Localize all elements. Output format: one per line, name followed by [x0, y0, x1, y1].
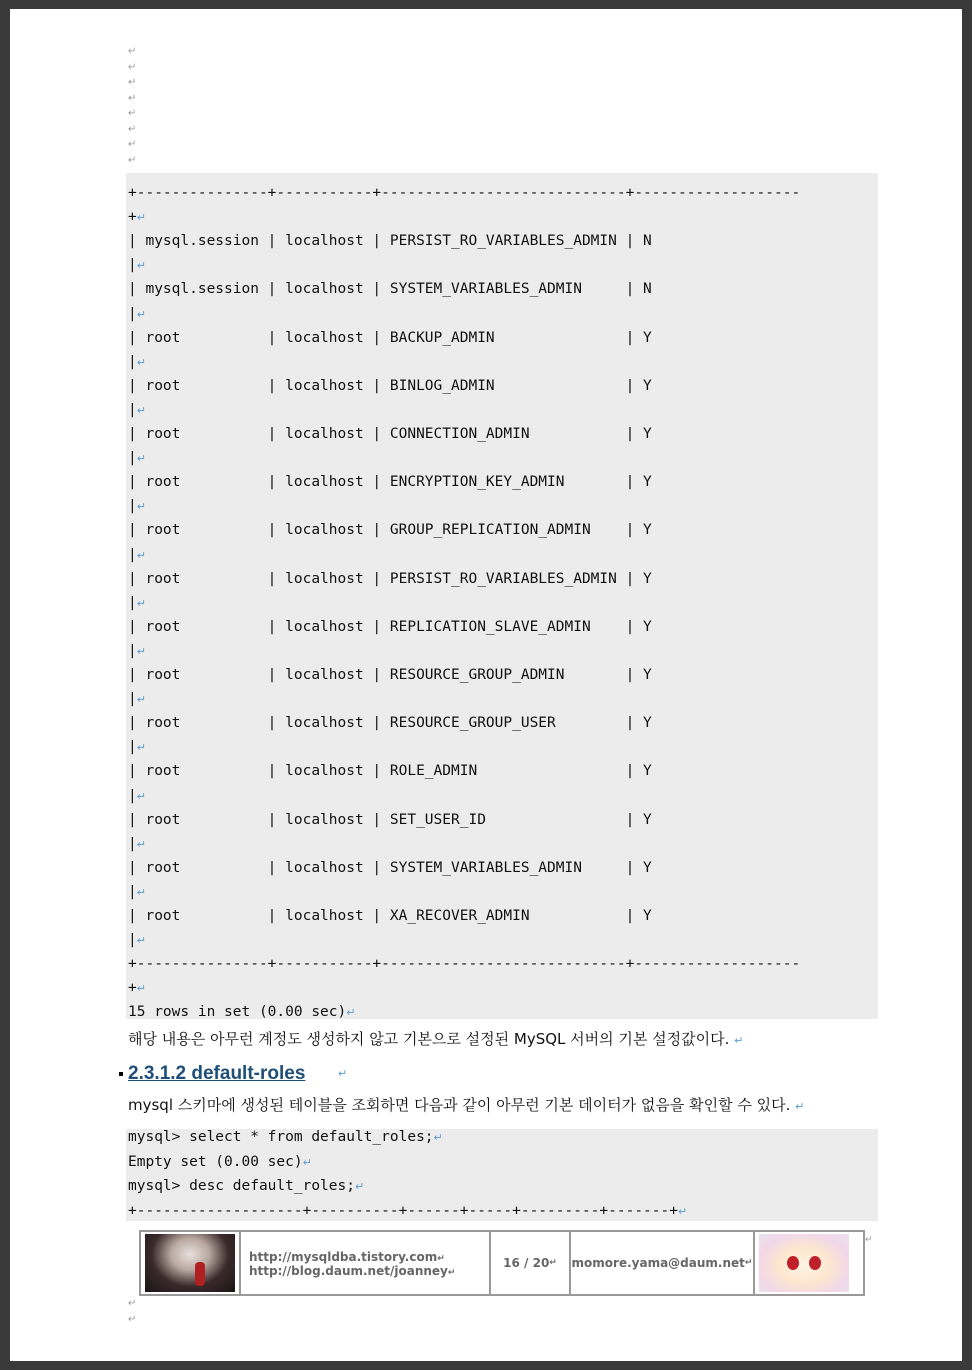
code-line-text: | root | localhost | GROUP_REPLICATION_ADMIN | Y	[128, 522, 652, 539]
code-line-text: |	[128, 546, 137, 563]
paragraph-mark: ↵	[136, 211, 146, 225]
paragraph-text: mysql 스키마에 생성된 테이블을 조회하면 다음과 같이 아무런 기본 데이터가 없음을 확인할 수 있다.	[128, 1096, 791, 1114]
code-line-text: +---------------+-----------+----------------------------+-------------------	[128, 956, 801, 973]
page-number: 16 / 20	[503, 1256, 550, 1270]
code-line-text: 15 rows in set (0.00 sec)	[128, 1004, 347, 1021]
code-block-user-privileges	[126, 173, 878, 1019]
code-line	[128, 1178, 364, 1194]
code-line	[128, 595, 146, 611]
code-line	[128, 571, 652, 587]
paragraph-mark: ↵	[677, 1204, 688, 1218]
code-line-text: | root | localhost | CONNECTION_ADMIN | Y	[128, 426, 652, 442]
code-line	[128, 209, 146, 225]
code-line	[128, 956, 800, 972]
paragraph-mark: ↵	[128, 108, 137, 119]
code-line	[128, 474, 652, 490]
paragraph-mark: ↵	[302, 1155, 312, 1169]
heading-paragraph-mark: ↵	[338, 1067, 348, 1080]
code-line	[128, 739, 146, 755]
footer-url-daum-blog[interactable]: http://blog.daum.net/joanney	[249, 1264, 448, 1278]
code-block-default-roles	[126, 1129, 878, 1221]
paragraph-mark: ↵	[354, 1180, 365, 1193]
paragraph-mark: ↵	[136, 403, 146, 417]
code-line	[128, 306, 146, 322]
paragraph-mark: ↵	[128, 92, 137, 104]
code-line	[128, 185, 800, 201]
code-line	[128, 1203, 687, 1219]
code-line-text: | root | localhost | SYSTEM_VARIABLES_ADMIN | Y	[128, 859, 652, 876]
code-line-text: |	[128, 594, 137, 611]
code-line	[128, 691, 146, 707]
code-line-text: Empty set (0.00 sec)	[128, 1153, 303, 1170]
author-avatar-image	[145, 1234, 235, 1292]
code-line	[128, 884, 146, 900]
code-line	[128, 619, 652, 635]
code-line-text: |	[128, 305, 137, 322]
mascot-image	[759, 1234, 849, 1292]
code-line-text: |	[128, 691, 137, 708]
code-line	[128, 763, 652, 779]
code-line	[128, 402, 146, 418]
code-line-text: | root | localhost | RESOURCE_GROUP_USER | Y	[128, 715, 652, 732]
footer-avatar-right-cell	[755, 1232, 853, 1294]
code-line-text: |	[128, 498, 137, 515]
code-line-text: |	[128, 257, 137, 274]
paragraph-mark: ↵	[433, 1131, 443, 1144]
paragraph-mark: ↵	[136, 789, 146, 803]
code-line	[128, 257, 146, 273]
heading-bullet	[119, 1072, 123, 1076]
paragraph-mark: ↵	[346, 1006, 356, 1020]
footer-page-number-cell: 16 / 20 ↵	[491, 1232, 571, 1294]
code-line-text: |	[128, 642, 137, 659]
paragraph-mark: ↵	[136, 741, 146, 755]
code-line-text: |	[128, 450, 137, 467]
code-line	[128, 715, 652, 731]
code-line-text: | root | localhost | RESOURCE_GROUP_ADMIN | Y	[128, 667, 652, 683]
code-line-text: |	[128, 353, 137, 370]
code-line	[128, 836, 146, 852]
code-line-text: | root | localhost | ENCRYPTION_KEY_ADMIN | Y	[128, 474, 652, 491]
paragraph-default-settings	[128, 1028, 743, 1049]
paragraph-mark: ↵	[734, 1034, 744, 1047]
paragraph-mark: ↵	[136, 452, 146, 466]
code-line-text: | root | localhost | ROLE_ADMIN | Y	[128, 763, 652, 780]
paragraph-mark: ↵	[128, 1298, 137, 1309]
code-line-text: +	[128, 209, 137, 226]
paragraph-mark: ↵	[136, 259, 146, 273]
code-line	[128, 812, 652, 828]
code-line-text: +-------------------+----------+------+-----+---------+-------+	[128, 1202, 678, 1219]
paragraph-text: 해당 내용은 아무런 계정도 생성하지 않고 기본으로 설정된 MySQL 서버의 기본 설정값이다.	[128, 1030, 730, 1048]
code-line-text: | root | localhost | XA_RECOVER_ADMIN | Y	[128, 908, 652, 924]
code-line	[128, 378, 652, 394]
code-line-text: | root | localhost | SET_USER_ID | Y	[128, 811, 652, 828]
heading-text: 2.3.1.2 default-roles	[128, 1063, 306, 1084]
code-line	[128, 426, 652, 442]
paragraph-mark: ↵	[136, 837, 146, 851]
code-line	[128, 667, 652, 683]
code-line-text: | root | localhost | BACKUP_ADMIN | Y	[128, 329, 652, 346]
footer-url-tistory[interactable]: http://mysqldba.tistory.com	[249, 1250, 438, 1264]
paragraph-mark: ↵	[136, 548, 146, 562]
paragraph-mark: ↵	[136, 307, 146, 321]
code-line-text: | mysql.session | localhost | SYSTEM_VARIABLES_ADMIN | N	[128, 281, 652, 298]
paragraph-mark: ↵	[136, 644, 146, 658]
paragraph-mark: ↵	[136, 500, 146, 514]
code-line	[128, 522, 652, 538]
code-line-text: |	[128, 883, 137, 900]
code-line	[128, 547, 146, 563]
code-line	[128, 860, 652, 876]
code-line	[128, 233, 652, 249]
code-line-text: | root | localhost | REPLICATION_SLAVE_ADMIN | Y	[128, 618, 652, 635]
paragraph-mark: ↵	[128, 61, 137, 73]
code-line-text: |	[128, 739, 137, 756]
document-page	[10, 9, 962, 1361]
paragraph-mark: ↵	[136, 885, 146, 899]
code-line	[128, 281, 652, 297]
section-heading-default-roles	[128, 1063, 305, 1085]
code-line-text: | root | localhost | PERSIST_RO_VARIABLES_ADMIN | Y	[128, 570, 652, 587]
code-line	[128, 1129, 443, 1145]
code-line	[128, 788, 146, 804]
code-line	[128, 908, 652, 924]
code-line-text: +---------------+-----------+----------------------------+-------------------	[128, 185, 801, 201]
code-line-text: mysql> desc default_roles;	[128, 1178, 355, 1194]
code-line	[128, 643, 146, 659]
paragraph-mark: ↵	[795, 1100, 805, 1113]
code-line-text: mysql> select * from default_roles;	[128, 1129, 434, 1145]
code-line	[128, 1004, 355, 1020]
code-line-text: |	[128, 401, 137, 418]
paragraph-mark: ↵	[128, 139, 137, 150]
paragraph-mark: ↵	[136, 355, 146, 369]
code-line	[128, 330, 652, 346]
paragraph-mark: ↵	[136, 934, 146, 948]
paragraph-mark: ↵	[136, 596, 146, 610]
paragraph-mark: ↵	[128, 1314, 137, 1325]
code-line-text: |	[128, 932, 137, 949]
paragraph-mark: ↵	[128, 123, 137, 135]
footer-email-cell: momore.yama@daum.net ↵	[571, 1232, 755, 1294]
paragraph-mark: ↵	[136, 693, 146, 707]
footer-links-cell: http://mysqldba.tistory.com↵ http://blog.daum.net/joanney↵	[241, 1232, 491, 1294]
footer-avatar-left-cell	[141, 1232, 241, 1294]
paragraph-mark: ↵	[128, 77, 137, 88]
author-email[interactable]: momore.yama@daum.net	[571, 1256, 745, 1270]
code-line	[128, 932, 146, 948]
code-line-text: +	[128, 980, 137, 997]
paragraph-mark: ↵	[128, 46, 137, 57]
code-line	[128, 354, 146, 370]
footer-row-mark: ↵	[865, 1235, 873, 1245]
code-line-text: |	[128, 835, 137, 852]
paragraph-default-roles	[128, 1094, 804, 1115]
code-line-text: | mysql.session | localhost | PERSIST_RO_VARIABLES_ADMIN | N	[128, 233, 652, 250]
page-footer	[139, 1230, 865, 1296]
code-line	[128, 450, 146, 466]
paragraph-mark: ↵	[128, 154, 137, 166]
code-line	[128, 980, 146, 996]
paragraph-mark: ↵	[136, 982, 146, 996]
code-line-text: | root | localhost | BINLOG_ADMIN | Y	[128, 377, 652, 394]
code-line-text: |	[128, 787, 137, 804]
code-line	[128, 498, 146, 514]
code-line	[128, 1154, 312, 1170]
